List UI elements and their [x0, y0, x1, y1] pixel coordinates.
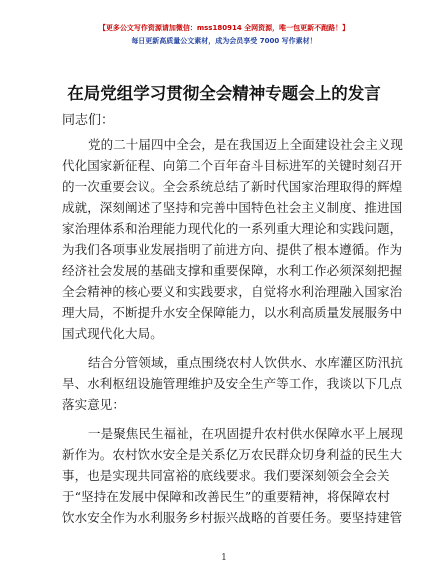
- salutation: 同志们：: [62, 113, 115, 128]
- paragraph-1-line-10: 国式现代化大局。: [62, 326, 163, 341]
- paragraph-3-line-2: 新作为。农村饮水安全是关系亿万农民群众切身利益的民生大: [62, 447, 403, 462]
- paragraph-1-line-9: 理大局，不断提升水安全保障能力，以水利高质量发展服务中: [62, 305, 403, 320]
- paragraph-1-line-5: 家治理体系和治理能力现代化的一系列重大理论和实践问题，: [62, 221, 403, 236]
- paragraph-1-line-2: 代化国家新征程、向第二个百年奋斗目标进军的关键时刻召开: [62, 158, 403, 173]
- paragraph-1-line-1: 党的二十届四中全会，是在我国迈上全面建设社会主义现: [88, 137, 404, 152]
- paragraph-1-line-4: 成就，深刻阐述了坚持和完善中国特色社会主义制度、推进国: [62, 200, 403, 215]
- promo-banner-line-2: 每日更新高质量公文素材，成为会员享受 7000 写作素材！: [131, 37, 317, 45]
- paragraph-1-line-3: 的一次重要会议。全会系统总结了新时代国家治理取得的辉煌: [62, 179, 403, 194]
- promo-banner-line-1: 【更多公文写作资源请加微信：mss180914 全网资源，唯一包更新不跑路！】: [98, 24, 350, 32]
- paragraph-2-line-3: 落实意见：: [62, 397, 126, 412]
- paragraph-1-line-8: 全会精神的核心要义和实践要求，自觉将水利治理融入国家治: [62, 284, 403, 299]
- paragraph-2-line-2: 旱、水利枢纽设施管理维护及安全生产等工作，我谈以下几点: [62, 376, 403, 391]
- paragraph-3-line-1: 一是聚焦民生福祉，在巩固提升农村供水保障水平上展现: [88, 426, 404, 441]
- paragraph-1-line-6: 为我们各项事业发展指明了前进方向、提供了根本遵循。作为: [62, 242, 403, 257]
- paragraph-2-line-1: 结合分管领域，重点围绕农村人饮供水、水库灌区防汛抗: [88, 355, 404, 370]
- paragraph-3-line-4: 于“坚持在发展中保障和改善民生”的重要精神，将保障农村: [62, 489, 390, 504]
- paragraph-3-line-3: 事，也是实现共同富裕的底线要求。我们要深刻领会全会关: [62, 468, 390, 483]
- paragraph-1-line-7: 经济社会发展的基础支撑和重要保障，水利工作必须深刻把握: [62, 263, 403, 278]
- document-title: 在局党组学习贯彻全会精神专题会上的发言: [67, 84, 381, 103]
- paragraph-3-line-5: 饮水安全作为水利服务乡村振兴战略的首要任务。要坚持建管: [62, 510, 403, 525]
- page-number: 1: [221, 553, 227, 563]
